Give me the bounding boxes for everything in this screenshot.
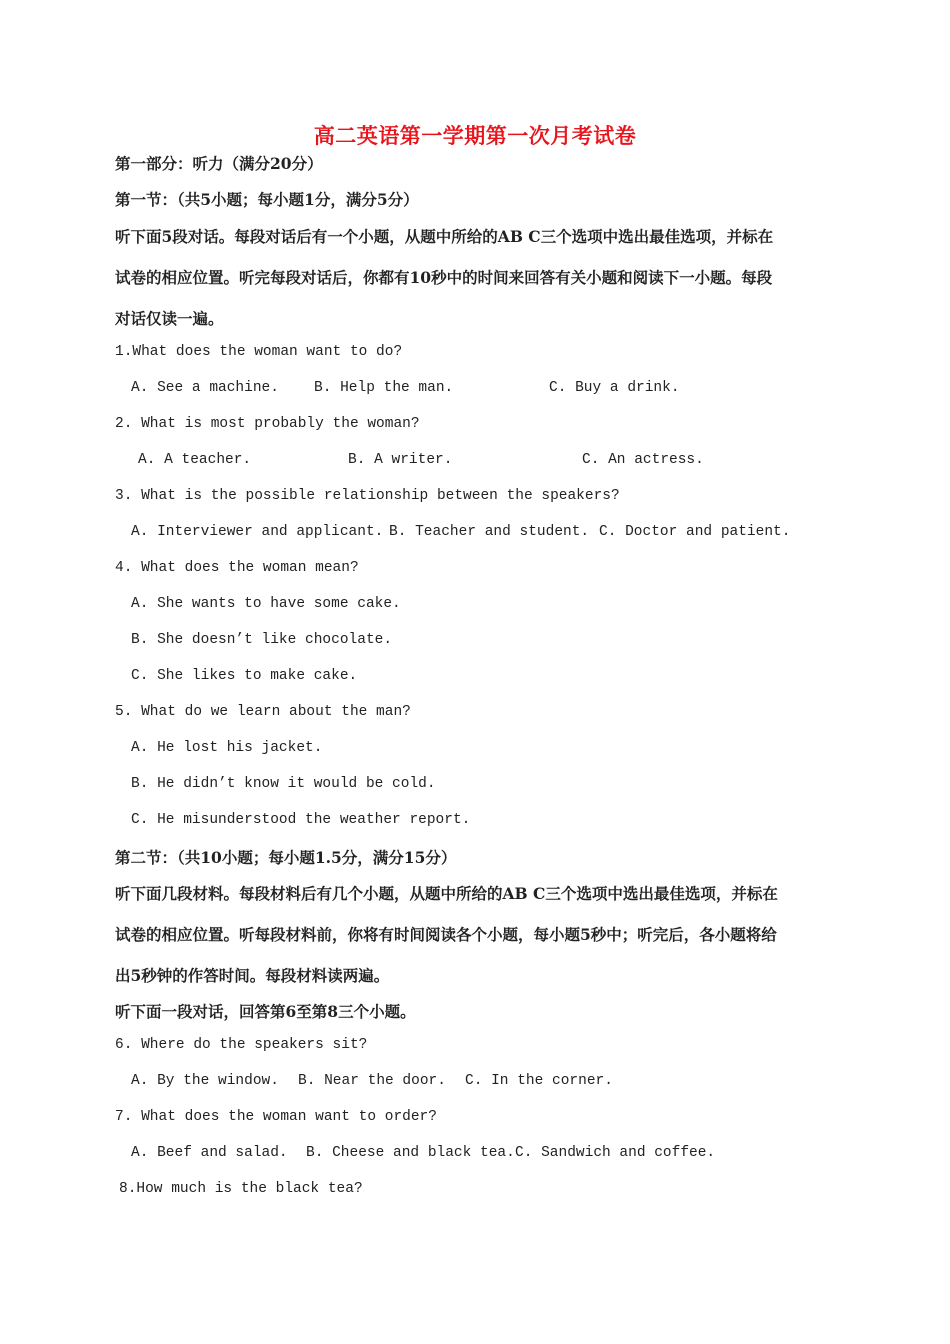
- q7-option-b: B. Cheese and black tea.: [306, 1145, 515, 1161]
- q6-option-b: B. Near the door.: [298, 1073, 446, 1089]
- section1-instruction-line: 对话仅读一遍。: [115, 309, 224, 328]
- q3-option-a: A. Interviewer and applicant.: [131, 524, 384, 540]
- section1-instruction-line: 听下面5段对话。每段对话后有一个小题，从题中所给的AB C三个选项中选出最佳选项，并标在: [115, 227, 774, 246]
- question-5: 5. What do we learn about the man?: [115, 704, 411, 720]
- q3-option-c: C. Doctor and patient.: [599, 524, 791, 540]
- section2-heading: 第二节：（共10小题；每小题1.5分，满分15分）: [115, 848, 457, 867]
- q2-option-c: C. An actress.: [582, 452, 704, 468]
- question-6: 6. Where do the speakers sit?: [115, 1037, 368, 1053]
- q4-option-b: B. She doesn’t like chocolate.: [131, 632, 393, 648]
- q4-option-c: C. She likes to make cake.: [131, 668, 358, 684]
- question-8: 8.How much is the black tea?: [119, 1181, 363, 1197]
- q5-option-c: C. He misunderstood the weather report.: [131, 812, 471, 828]
- q2-option-b: B. A writer.: [348, 452, 453, 468]
- dialogue-intro: 听下面一段对话，回答第6至第8三个小题。: [115, 1002, 416, 1021]
- question-3: 3. What is the possible relationship between the speakers?: [115, 488, 620, 504]
- question-7: 7. What does the woman want to order?: [115, 1109, 437, 1125]
- question-2: 2. What is most probably the woman?: [115, 416, 420, 432]
- q5-option-b: B. He didn’t know it would be cold.: [131, 776, 436, 792]
- section2-instruction-line: 出5秒钟的作答时间。每段材料读两遍。: [115, 966, 390, 985]
- q7-option-a: A. Beef and salad.: [131, 1145, 288, 1161]
- section1-heading: 第一节：（共5小题；每小题1分，满分5分）: [115, 190, 419, 209]
- q1-option-b: B. Help the man.: [314, 380, 454, 396]
- q6-option-a: A. By the window.: [131, 1073, 279, 1089]
- exam-title: 高二英语第一学期第一次月考试卷: [313, 123, 637, 148]
- q1-option-c: C. Buy a drink.: [549, 380, 680, 396]
- section2-instruction-line: 试卷的相应位置。听每段材料前，你将有时间阅读各个小题，每小题5秒中；听完后，各小题将给: [115, 925, 777, 944]
- part1-heading: 第一部分：听力（满分20分）: [115, 154, 323, 173]
- q5-option-a: A. He lost his jacket.: [131, 740, 323, 756]
- q3-option-b: B. Teacher and student.: [389, 524, 590, 540]
- q4-option-a: A. She wants to have some cake.: [131, 596, 401, 612]
- question-1: 1.What does the woman want to do?: [115, 344, 403, 360]
- q6-option-c: C. In the corner.: [465, 1073, 613, 1089]
- q7-option-c: C. Sandwich and coffee.: [515, 1145, 716, 1161]
- q1-option-a: A. See a machine.: [131, 380, 279, 396]
- question-4: 4. What does the woman mean?: [115, 560, 359, 576]
- section2-instruction-line: 听下面几段材料。每段材料后有几个小题，从题中所给的AB C三个选项中选出最佳选项，并标在: [115, 884, 778, 903]
- section1-instruction-line: 试卷的相应位置。听完每段对话后，你都有10秒中的时间来回答有关小题和阅读下一小题。每段: [115, 268, 773, 287]
- q2-option-a: A. A teacher.: [138, 452, 252, 468]
